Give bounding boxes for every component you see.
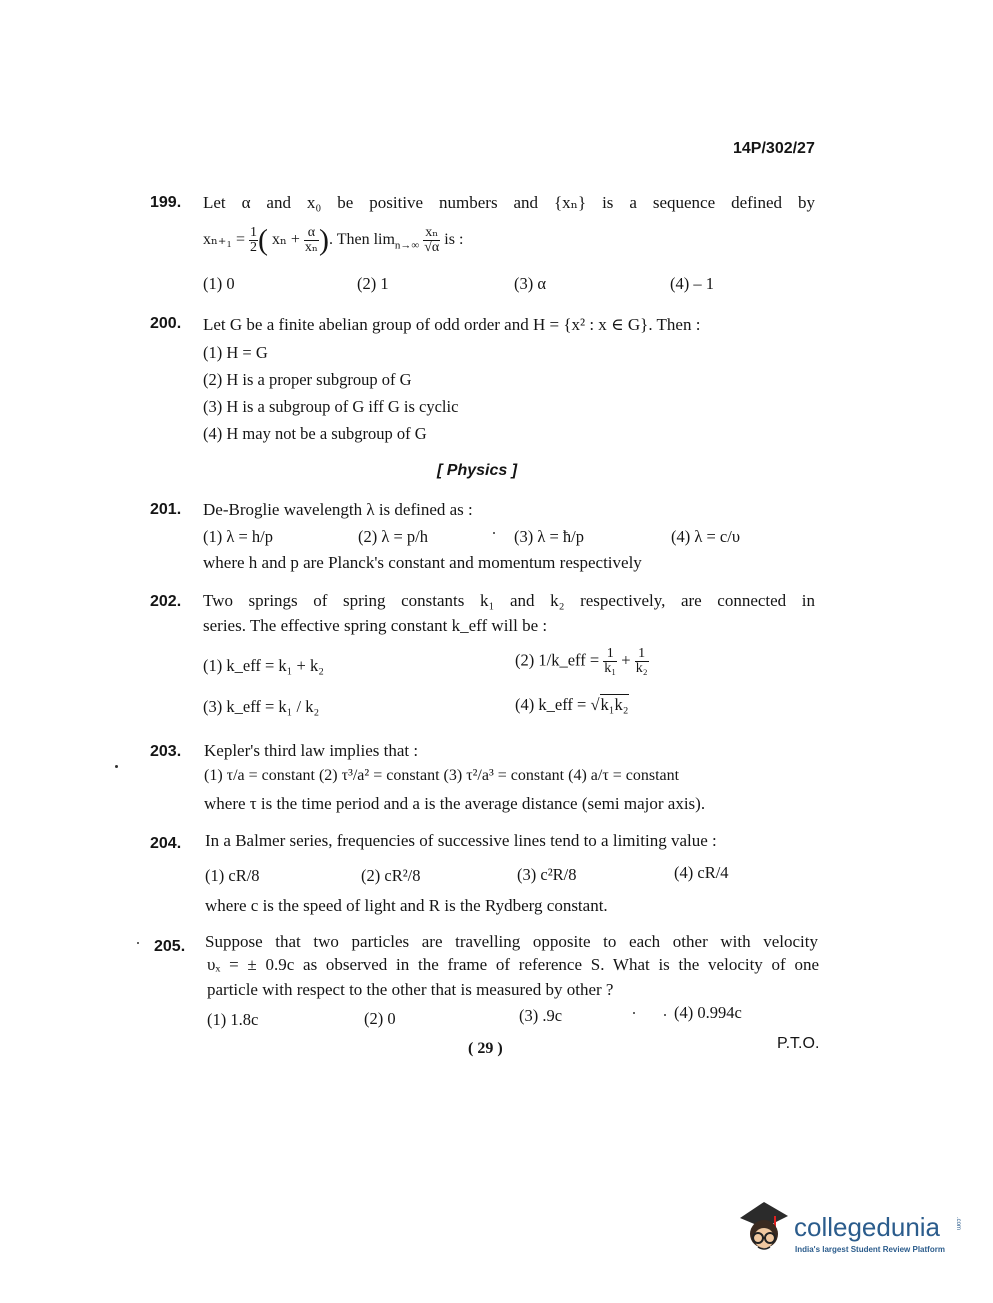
options-row: (1) τ/a = constant (2) τ³/a² = constant (3) τ²/a³ = constant (4) a/τ = constant [204,767,680,784]
brand-domain: .com [955,1217,961,1231]
scan-speck [664,1014,666,1016]
limit-fraction: $\frac{\text{xₙ}}{√\alpha}$ [424,225,440,255]
option-3: (3) c²R/8 [517,865,577,884]
option-4: (4) 0.994c [674,1003,742,1022]
option-3: (3) H is a subgroup of G iff G is cyclic [203,397,459,416]
option-1: (1) λ = h/p [203,527,274,546]
option-3: (3) .9c [519,1006,563,1025]
formula-lhs: xₙ₊₁ = [203,231,245,249]
question-stem: Suppose that two particles are travelling opposite to each other with velocity [205,932,818,951]
question-stem-cont: particle with respect to the other that is measured by other ? [207,980,614,999]
question-stem: Kepler's third law implies that : [204,741,419,760]
scan-speck [137,942,139,944]
pto-label: P.T.O. [777,1035,820,1052]
scan-speck [493,532,495,534]
question-note: where h and p are Planck's constant and momentum respectively [203,553,642,572]
page-number: ( 29 ) [468,1040,503,1057]
paper-code: 14P/302/27 [733,140,815,157]
limit-is: is : [444,231,464,249]
option-1: (1) k_eff = k₁ + k₂ [203,656,324,675]
option-2: (2) 1 [357,274,389,293]
question-stem: Let G be a finite abelian group of odd order and H = {x² : x ∈ G}. Then : [203,315,701,334]
option-2: (2) 0 [364,1009,396,1028]
option-4: (4) H may not be a subgroup of G [203,424,427,443]
question-note: where c is the speed of light and R is the Rydberg constant. [205,896,608,915]
alpha-fraction: $\frac{\alpha}{\text{xₙ}}$ [304,225,318,255]
brand-name: collegedunia [794,1212,941,1242]
question-stem: In a Balmer series, frequencies of successive lines tend to a limiting value : [205,831,717,850]
limit-text: . Then lim [328,231,395,249]
option-2: (2) 1/k_eff = $\frac{1}{\text{k₁}}$ + $\frac{1}{\text{k₂}}$ [515,646,648,676]
question-number: 203. [150,743,182,760]
option-3: (3) λ = ħ/p [514,527,585,546]
scan-speck [633,1012,635,1014]
scan-speck [115,765,118,768]
question-stem: De-Broglie wavelength λ is defined as : [203,500,473,519]
question-number: 205. [154,938,186,955]
option-4: (4) cR/4 [674,863,729,882]
option-2: (2) cR²/8 [361,866,421,885]
option-3: (3) α [514,274,547,293]
question-stem: Two springs of spring constants k₁ and k₂ respectively, are connected in [203,591,815,610]
option-2: (2) H is a proper subgroup of G [203,370,412,389]
question-number: 199. [150,194,182,211]
option-1: (1) cR/8 [205,866,260,885]
option-4: (4) k_eff = √k₁k₂ [515,695,629,714]
option-2: (2) λ = p/h [358,527,429,546]
fraction-1-over-k2: $\frac{1}{\text{k₂}}$ [635,646,648,676]
section-heading: [ Physics ] [437,462,518,479]
question-stem-cont: series. The effective spring constant k_eff will be : [203,616,548,635]
question-number: 202. [150,593,182,610]
recurrence-formula: xₙ₊₁ = $\frac{1}{2}$ ( xₙ + $\frac{\alpha}{\text{xₙ}}$ ). Then $\lim_{n\to\infty}$ $\frac{\text{xₙ}}{√\alpha}$ is : [203,223,464,257]
fraction-1-over-k1: $\frac{1}{\text{k₁}}$ [604,646,617,676]
question-number: 201. [150,501,182,518]
question-number: 204. [150,835,182,852]
option-1: (1) 1.8c [207,1010,259,1029]
question-note: where τ is the time period and a is the average distance (semi major axis). [204,794,706,813]
formula-term: xₙ + [271,231,300,249]
option-4: (4) λ = c/υ [671,527,740,546]
option-1: (1) 0 [203,274,235,293]
option-4: (4) – 1 [670,274,714,293]
option-1: (1) H = G [203,343,268,362]
collegedunia-mascot-icon [734,1196,794,1256]
square-root: k₁k₂ [600,695,629,714]
question-stem-cont: υₓ = ± 0.9c as observed in the frame of reference S. What is the velocity of one [207,955,819,974]
question-number: 200. [150,315,182,332]
brand-tagline: India's largest Student Review Platform [795,1245,945,1254]
question-stem: Let α and x₀ be positive numbers and {xₙ} is a sequence defined by [203,193,815,212]
option-3: (3) k_eff = k₁ / k₂ [203,697,320,716]
half-fraction: $\frac{1}{2}$ [249,225,257,255]
limit-subscript: n→∞ [394,239,420,252]
